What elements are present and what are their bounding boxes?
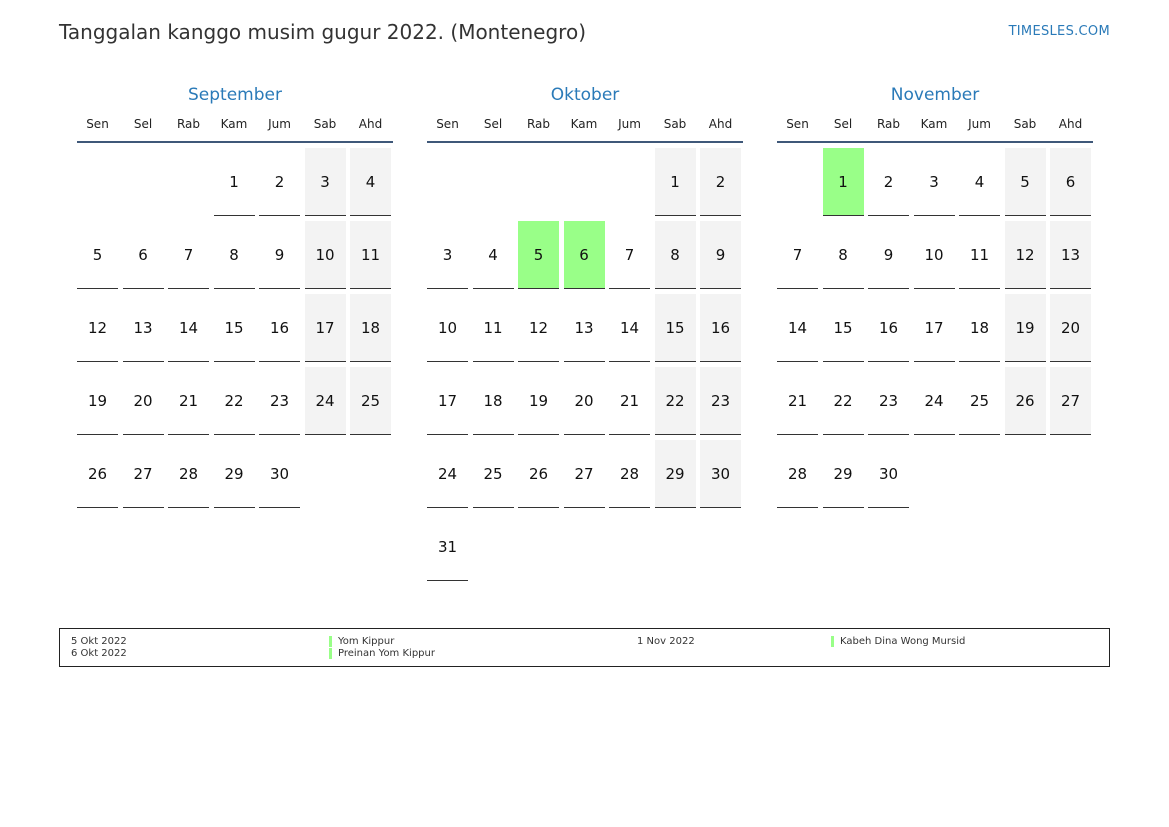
day-cell: 22 bbox=[214, 367, 255, 435]
day-cell: 4 bbox=[473, 221, 514, 289]
holiday-marker bbox=[831, 636, 834, 647]
day-cell: 18 bbox=[350, 294, 391, 362]
legend-date: 5 Okt 2022 bbox=[71, 636, 127, 647]
month-november bbox=[777, 84, 1093, 483]
day-cell: 23 bbox=[868, 367, 909, 435]
month-name: Oktober bbox=[550, 85, 620, 105]
day-cell: 29 bbox=[214, 440, 255, 508]
weekday-label: Kam bbox=[220, 117, 248, 131]
header-divider bbox=[427, 141, 743, 143]
holiday-day-cell: 6 bbox=[564, 221, 605, 289]
weekday-label: Ahd bbox=[1058, 117, 1083, 131]
day-cell: 29 bbox=[823, 440, 864, 508]
month-september bbox=[77, 84, 393, 483]
page-title: Tanggalan kanggo musim gugur 2022. (Montenegro) bbox=[59, 20, 587, 44]
day-cell: 25 bbox=[959, 367, 1000, 435]
day-cell: 21 bbox=[168, 367, 209, 435]
day-cell: 6 bbox=[123, 221, 164, 289]
legend-date: 1 Nov 2022 bbox=[637, 636, 695, 647]
day-cell: 26 bbox=[77, 440, 118, 508]
day-cell: 11 bbox=[473, 294, 514, 362]
weekday-label: Sab bbox=[663, 117, 687, 131]
weekday-label: Jum bbox=[618, 117, 641, 131]
day-cell: 12 bbox=[518, 294, 559, 362]
day-cell: 27 bbox=[123, 440, 164, 508]
weekday-label: Sen bbox=[786, 117, 809, 131]
day-cell: 7 bbox=[168, 221, 209, 289]
day-cell: 24 bbox=[914, 367, 955, 435]
day-cell: 30 bbox=[700, 440, 741, 508]
weekday-label: Rab bbox=[526, 117, 551, 131]
day-cell: 11 bbox=[350, 221, 391, 289]
day-cell: 3 bbox=[427, 221, 468, 289]
legend-holiday-name: Yom Kippur bbox=[338, 636, 395, 647]
weekday-label: Ahd bbox=[708, 117, 733, 131]
weekday-label: Jum bbox=[968, 117, 991, 131]
day-cell: 20 bbox=[564, 367, 605, 435]
day-cell: 20 bbox=[1050, 294, 1091, 362]
month-oktober bbox=[427, 84, 743, 556]
day-cell: 5 bbox=[1005, 148, 1046, 216]
weekday-header bbox=[77, 112, 393, 136]
day-cell: 26 bbox=[518, 440, 559, 508]
day-cell: 15 bbox=[214, 294, 255, 362]
day-cell: 13 bbox=[123, 294, 164, 362]
day-cell: 22 bbox=[823, 367, 864, 435]
day-cell: 26 bbox=[1005, 367, 1046, 435]
weekday-label: Sel bbox=[833, 117, 853, 131]
weekday-label: Sen bbox=[436, 117, 459, 131]
day-cell: 27 bbox=[564, 440, 605, 508]
weekday-label: Sel bbox=[483, 117, 503, 131]
day-cell: 13 bbox=[564, 294, 605, 362]
day-cell: 14 bbox=[777, 294, 818, 362]
day-cell: 8 bbox=[214, 221, 255, 289]
day-cell: 31 bbox=[427, 513, 468, 581]
day-cell: 10 bbox=[914, 221, 955, 289]
day-cell: 11 bbox=[959, 221, 1000, 289]
day-cell: 7 bbox=[777, 221, 818, 289]
day-cell: 2 bbox=[700, 148, 741, 216]
day-cell: 28 bbox=[609, 440, 650, 508]
weekday-label: Kam bbox=[570, 117, 598, 131]
day-cell: 25 bbox=[350, 367, 391, 435]
day-cell: 10 bbox=[427, 294, 468, 362]
holiday-marker bbox=[329, 636, 332, 647]
legend-holiday-name: Kabeh Dina Wong Mursid bbox=[840, 636, 966, 647]
day-cell: 17 bbox=[914, 294, 955, 362]
holiday-legend bbox=[59, 628, 1110, 667]
legend-date: 6 Okt 2022 bbox=[71, 648, 127, 659]
day-cell: 28 bbox=[168, 440, 209, 508]
day-cell: 17 bbox=[427, 367, 468, 435]
weekday-label: Sab bbox=[313, 117, 337, 131]
weekday-label: Ahd bbox=[358, 117, 383, 131]
day-cell: 16 bbox=[868, 294, 909, 362]
day-cell: 17 bbox=[305, 294, 346, 362]
weekday-label: Rab bbox=[876, 117, 901, 131]
header-divider bbox=[77, 141, 393, 143]
day-cell: 18 bbox=[473, 367, 514, 435]
weekday-label: Jum bbox=[268, 117, 291, 131]
day-cell: 18 bbox=[959, 294, 1000, 362]
day-cell: 24 bbox=[305, 367, 346, 435]
day-cell: 15 bbox=[823, 294, 864, 362]
day-cell: 6 bbox=[1050, 148, 1091, 216]
day-cell: 29 bbox=[655, 440, 696, 508]
day-cell: 25 bbox=[473, 440, 514, 508]
day-cell: 16 bbox=[700, 294, 741, 362]
day-cell: 23 bbox=[700, 367, 741, 435]
day-cell: 7 bbox=[609, 221, 650, 289]
day-cell: 8 bbox=[823, 221, 864, 289]
day-cell: 5 bbox=[77, 221, 118, 289]
day-cell: 22 bbox=[655, 367, 696, 435]
holiday-day-cell: 1 bbox=[823, 148, 864, 216]
day-cell: 19 bbox=[518, 367, 559, 435]
holiday-marker bbox=[329, 648, 332, 659]
day-cell: 9 bbox=[259, 221, 300, 289]
day-cell: 24 bbox=[427, 440, 468, 508]
day-cell: 21 bbox=[777, 367, 818, 435]
weekday-label: Kam bbox=[920, 117, 948, 131]
day-cell: 3 bbox=[305, 148, 346, 216]
day-cell: 23 bbox=[259, 367, 300, 435]
legend-holiday-name: Preinan Yom Kippur bbox=[338, 648, 435, 659]
holiday-day-cell: 5 bbox=[518, 221, 559, 289]
day-cell: 15 bbox=[655, 294, 696, 362]
day-cell: 21 bbox=[609, 367, 650, 435]
weekday-label: Sab bbox=[1013, 117, 1037, 131]
weekday-header bbox=[427, 112, 743, 136]
day-cell: 27 bbox=[1050, 367, 1091, 435]
day-cell: 12 bbox=[1005, 221, 1046, 289]
weekday-label: Sel bbox=[133, 117, 153, 131]
day-cell: 19 bbox=[1005, 294, 1046, 362]
day-cell: 14 bbox=[609, 294, 650, 362]
day-cell: 2 bbox=[259, 148, 300, 216]
day-cell: 8 bbox=[655, 221, 696, 289]
day-cell: 2 bbox=[868, 148, 909, 216]
brand-link[interactable]: TIMESLES.COM bbox=[1008, 24, 1110, 39]
day-cell: 28 bbox=[777, 440, 818, 508]
day-cell: 12 bbox=[77, 294, 118, 362]
day-cell: 9 bbox=[868, 221, 909, 289]
day-cell: 30 bbox=[868, 440, 909, 508]
day-cell: 4 bbox=[959, 148, 1000, 216]
weekday-label: Rab bbox=[176, 117, 201, 131]
day-cell: 14 bbox=[168, 294, 209, 362]
weekday-header bbox=[777, 112, 1093, 136]
day-cell: 30 bbox=[259, 440, 300, 508]
day-cell: 13 bbox=[1050, 221, 1091, 289]
month-name: September bbox=[188, 85, 282, 105]
day-cell: 9 bbox=[700, 221, 741, 289]
day-cell: 4 bbox=[350, 148, 391, 216]
day-cell: 19 bbox=[77, 367, 118, 435]
day-cell: 3 bbox=[914, 148, 955, 216]
weekday-label: Sen bbox=[86, 117, 109, 131]
day-cell: 1 bbox=[214, 148, 255, 216]
day-cell: 1 bbox=[655, 148, 696, 216]
month-name: November bbox=[890, 85, 980, 105]
header-divider bbox=[777, 141, 1093, 143]
day-cell: 10 bbox=[305, 221, 346, 289]
day-cell: 20 bbox=[123, 367, 164, 435]
day-cell: 16 bbox=[259, 294, 300, 362]
